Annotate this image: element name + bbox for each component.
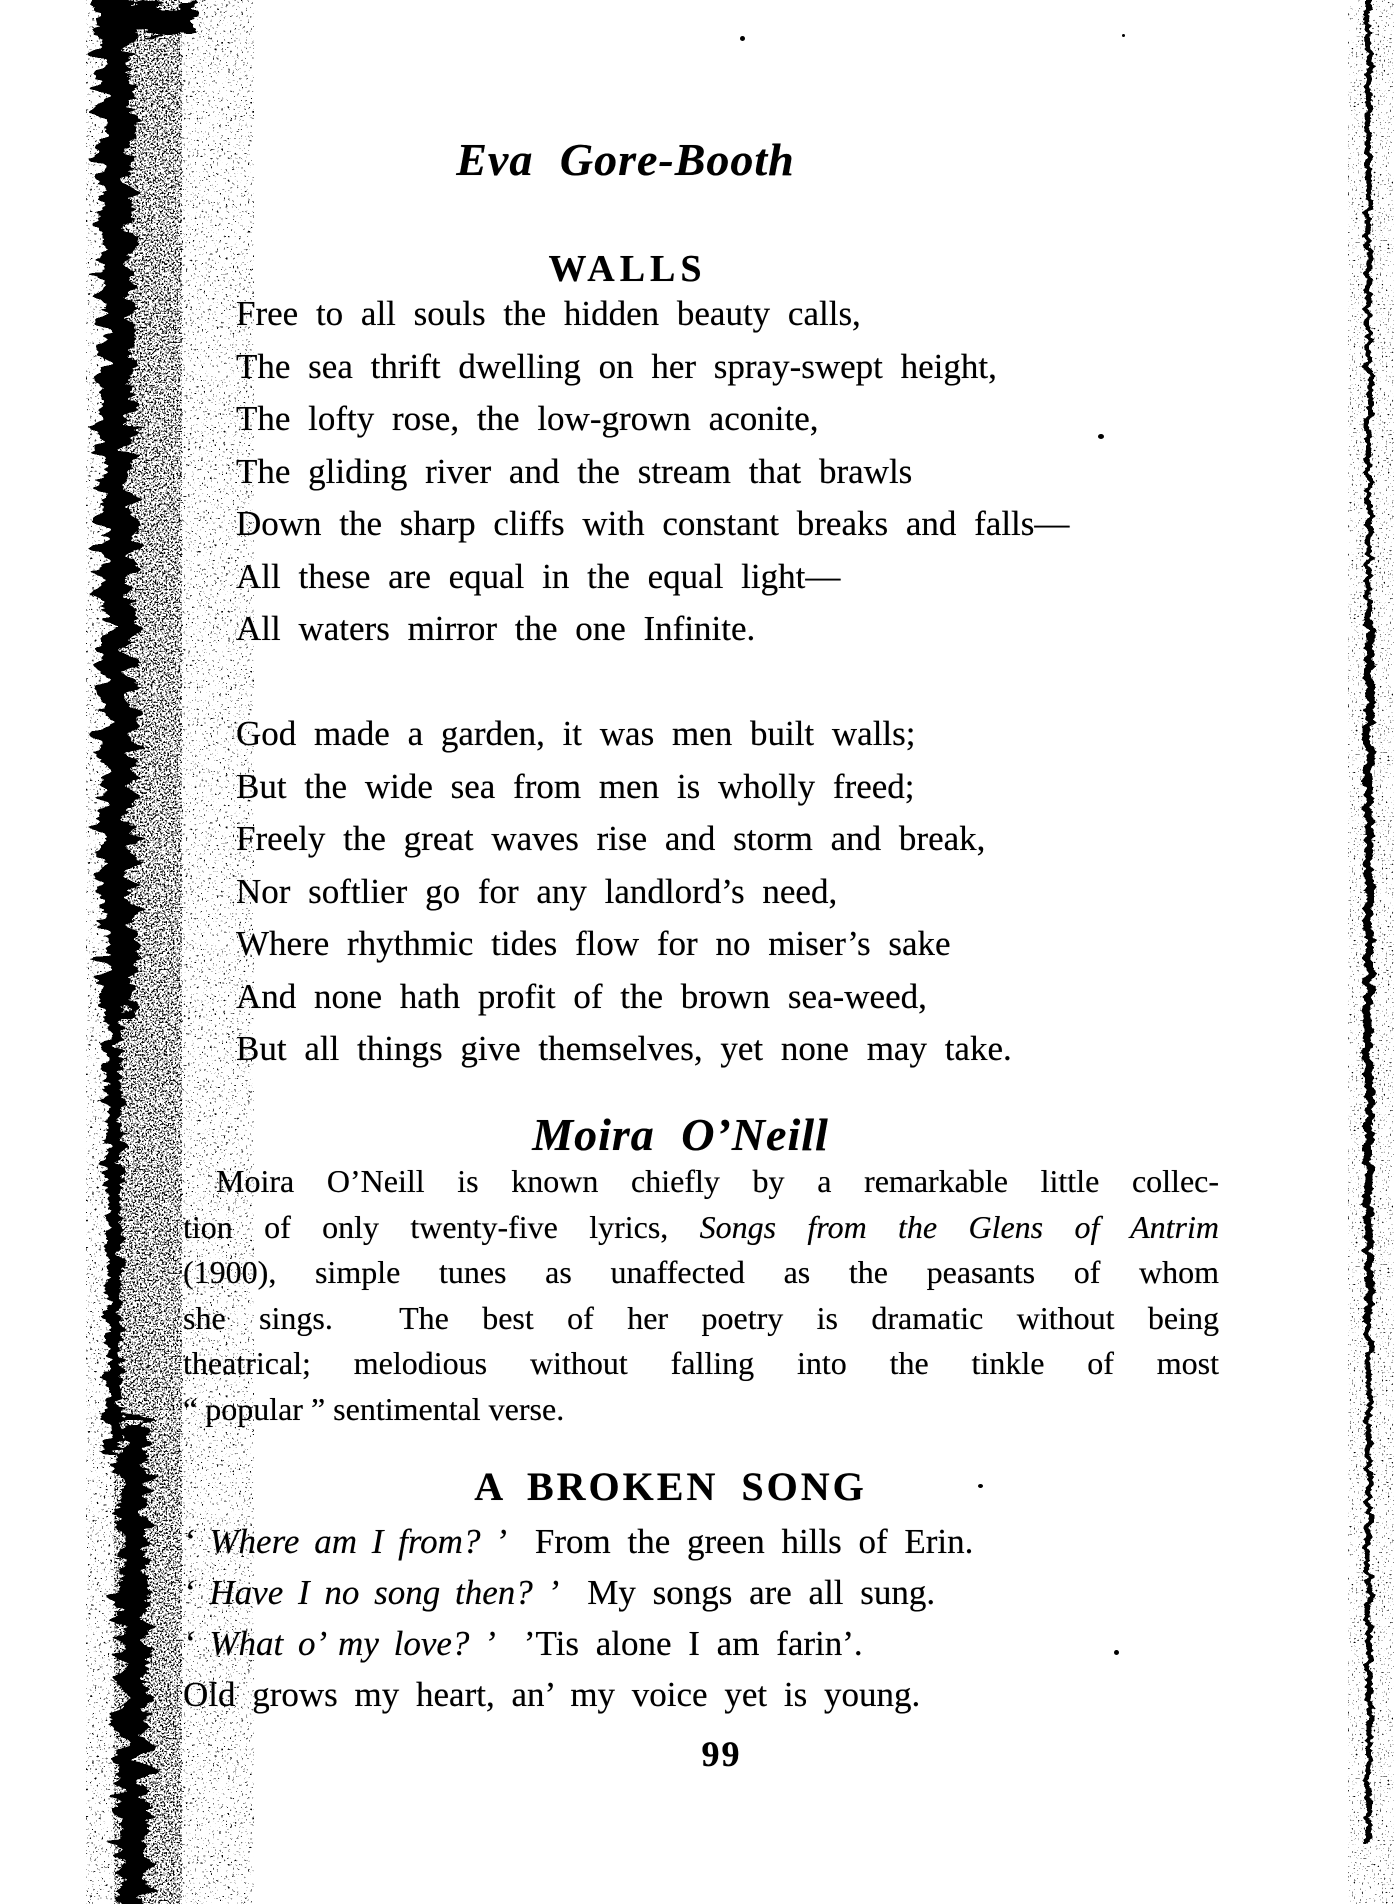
walls-stanza-1 bbox=[236, 288, 1069, 656]
song-line-answer: Old grows my heart, an’ my voice yet is young. bbox=[183, 1675, 921, 1714]
poem-line: But the wide sea from men is wholly freed; bbox=[236, 766, 915, 806]
song-line bbox=[183, 1618, 973, 1669]
song-line-question-italic: ‘ Have I no song then? ’ bbox=[183, 1573, 560, 1612]
author-intro-paragraph bbox=[183, 1159, 1219, 1432]
poem-line: Free to all souls the hidden beauty calls, bbox=[236, 294, 861, 333]
ink-speck bbox=[1114, 1650, 1119, 1655]
intro-line: theatrical; melodious without falling into the tinkle of most bbox=[183, 1345, 1219, 1381]
song-line-question-italic: ‘ What o’ my love? ’ bbox=[183, 1624, 496, 1663]
ink-speck bbox=[740, 36, 745, 41]
intro-line: Moira O’Neill is known chiefly by a remarkable little collec- bbox=[216, 1163, 1219, 1199]
song-line-answer: From the green hills of Erin. bbox=[534, 1522, 974, 1561]
song-line-answer: ’Tis alone I am farin’. bbox=[523, 1624, 863, 1663]
poem-line: But all things give themselves, yet none may take. bbox=[236, 1029, 1012, 1068]
poem-line: The lofty rose, the low-grown aconite, bbox=[236, 399, 819, 438]
intro-line: “ popular ” sentimental verse. bbox=[183, 1390, 565, 1427]
author-heading-eva-gore-booth: Eva Gore-Booth bbox=[456, 133, 795, 185]
poem-line: Freely the great waves rise and storm and break, bbox=[236, 819, 986, 858]
broken-song-poem bbox=[183, 1516, 973, 1720]
poem-line: Where rhythmic tides flow for no miser’s sake bbox=[236, 924, 951, 963]
song-line bbox=[183, 1567, 973, 1618]
scan-right-edge-line bbox=[1348, 0, 1394, 1904]
page-number: 99 bbox=[701, 1734, 742, 1774]
poem-line: All these are equal in the equal light— bbox=[236, 556, 841, 596]
song-line bbox=[183, 1669, 973, 1720]
author-heading-moira-oneill: Moira O’Neill bbox=[532, 1108, 829, 1160]
intro-line: (1900), simple tunes as unaffected as the peasants of whom bbox=[183, 1254, 1219, 1290]
walls-stanza-2 bbox=[236, 708, 1012, 1076]
intro-line-roman-part: tion of only twenty-five lyrics, bbox=[183, 1208, 700, 1245]
poem-title-walls: WALLS bbox=[548, 247, 707, 290]
poem-line: The sea thrift dwelling on her spray-swept height, bbox=[236, 346, 997, 386]
poem-line: Nor softlier go for any landlord’s need, bbox=[236, 871, 838, 911]
poem-line: And none hath profit of the brown sea-weed, bbox=[236, 976, 927, 1016]
intro-line: she sings. The best of her poetry is dramatic without being bbox=[183, 1299, 1219, 1336]
ink-speck bbox=[1122, 34, 1125, 37]
poem-line: Down the sharp cliffs with constant breaks and falls— bbox=[236, 504, 1070, 543]
poem-line: God made a garden, it was men built walls; bbox=[236, 714, 916, 753]
song-line-question-italic: ‘ Where am I from? ’ bbox=[183, 1522, 507, 1561]
song-line bbox=[183, 1516, 973, 1567]
intro-line-italic-book-title: Songs from the Glens of Antrim bbox=[699, 1208, 1219, 1245]
ink-speck bbox=[1098, 434, 1104, 439]
poem-line: The gliding river and the stream that brawls bbox=[236, 451, 913, 491]
poem-line: All waters mirror the one Infinite. bbox=[236, 609, 756, 648]
poem-title-a-broken-song: A BROKEN SONG bbox=[474, 1464, 867, 1510]
song-line-answer: My songs are all sung. bbox=[587, 1573, 936, 1612]
intro-line bbox=[183, 1205, 1219, 1251]
